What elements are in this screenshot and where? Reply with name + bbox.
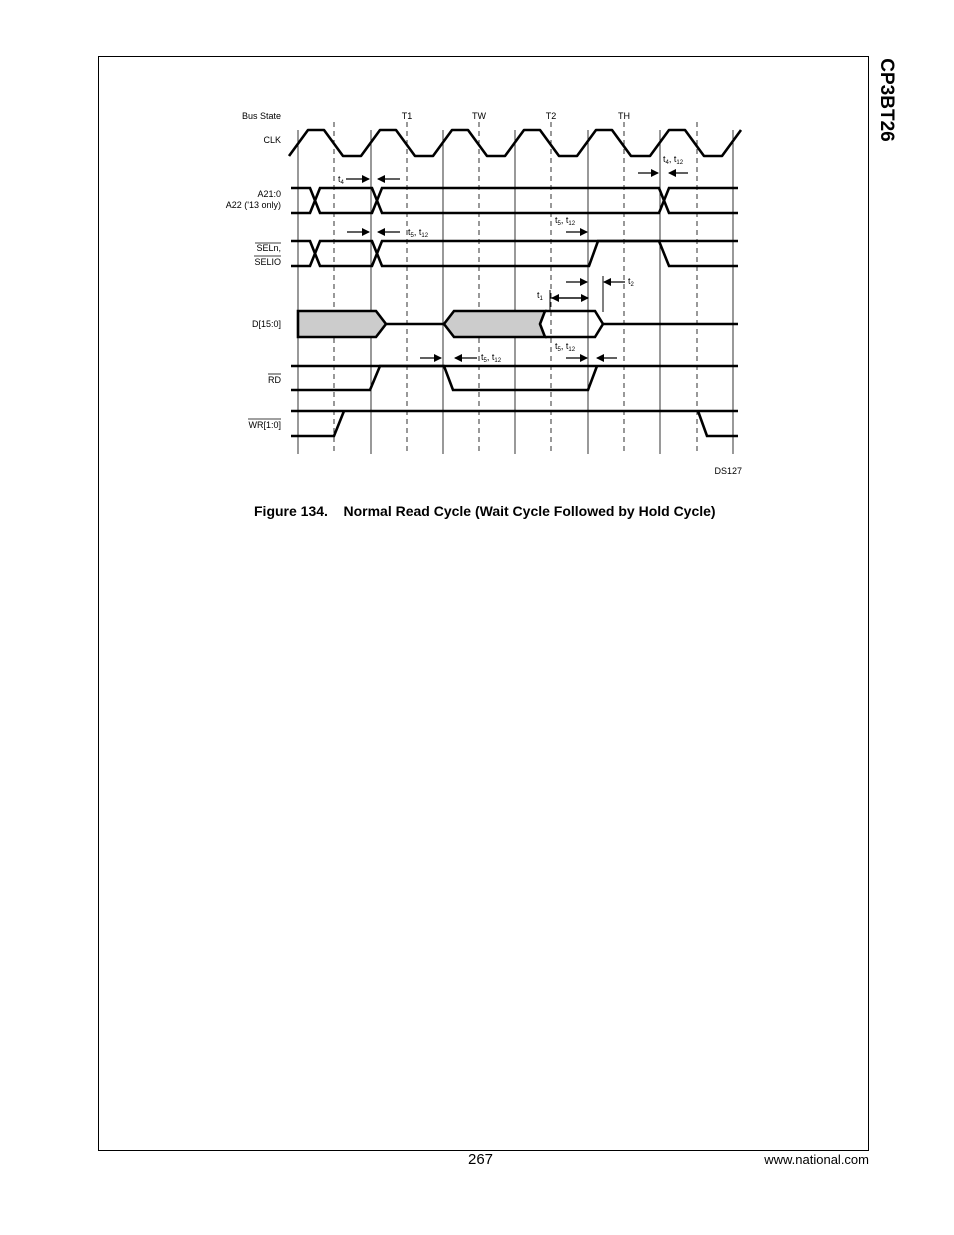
website-link[interactable]: www.national.com — [764, 1152, 869, 1167]
part-number: CP3BT26 — [876, 58, 897, 142]
timing-label-t5-t12-rd: $t_5$, $t_{12}$ — [481, 352, 502, 364]
timing-label-t1: $t_1$ — [537, 290, 543, 302]
bus-state-t2: T2 — [545, 111, 557, 121]
rd-label: RD — [268, 375, 281, 385]
wr-label: WR[1:0] — [248, 420, 281, 430]
bus-state-label: Bus State — [241, 111, 281, 121]
address-bus-waveform — [291, 188, 738, 213]
bus-state-th: TH — [618, 111, 630, 121]
timing-label-t5-t12-sel: $t_5$, $t_{12}$ — [408, 227, 429, 239]
address-label-line1: A21:0 — [257, 189, 281, 199]
timing-label-t4-t12-hold: $t_4$, $t_{12}$ — [663, 154, 684, 166]
bus-state-tw: TW — [472, 111, 486, 121]
figure-id: DS127 — [714, 466, 742, 476]
figure-caption: Figure 134. Normal Read Cycle (Wait Cycle Followed by Hold Cycle) — [254, 503, 716, 519]
wr-waveform — [291, 411, 738, 436]
page-number: 267 — [468, 1151, 494, 1168]
timing-label-t2: $t_2$ — [628, 276, 634, 288]
rd-waveform — [291, 366, 738, 390]
timing-label-t5-t12-sel-deassert: $t_5$, $t_{12}$ — [555, 215, 576, 227]
bus-state-t1: T1 — [401, 111, 413, 121]
address-label-line2: A22 ('13 only) — [225, 200, 281, 210]
select-label-line1: SELn, — [256, 243, 281, 253]
data-bus-waveform — [298, 311, 738, 337]
select-waveform — [291, 241, 738, 266]
timing-label-t4: $t_4$ — [338, 174, 344, 186]
dashed-grid-lines — [334, 122, 697, 454]
select-label-line2: SELIO — [254, 257, 281, 267]
clk-label: CLK — [263, 135, 281, 145]
data-bus-label: D[15:0] — [251, 319, 281, 329]
timing-label-t5-t12-rd-deassert: $t_5$, $t_{12}$ — [555, 341, 576, 353]
